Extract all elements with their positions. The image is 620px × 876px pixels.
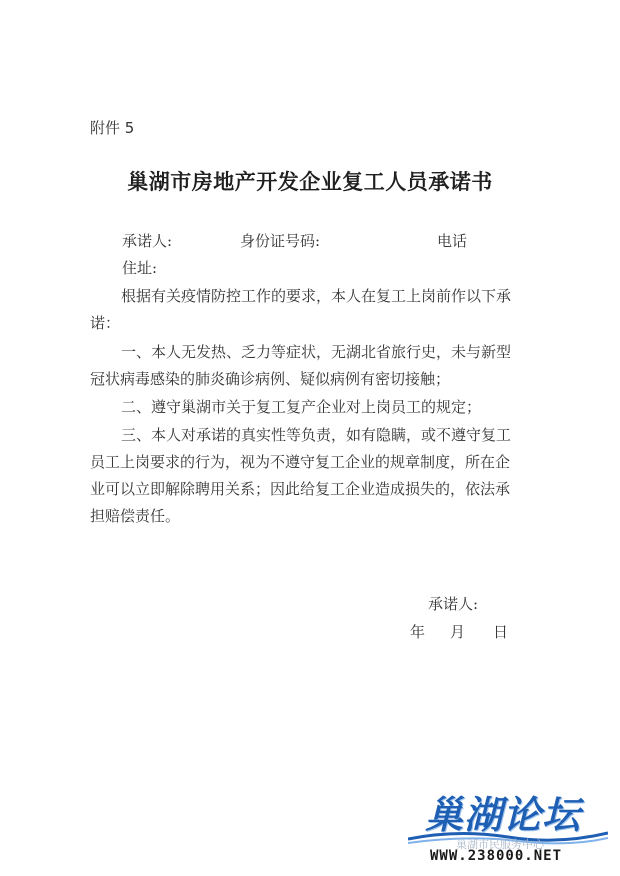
- item-3-line-2: 员工上岗要求的行为，视为不遵守复工企业的规章制度，所在企: [90, 453, 511, 471]
- item-3-paragraph: [90, 422, 530, 530]
- item-3-line-4: 担赔偿责任。: [90, 507, 181, 525]
- item-1-paragraph: [90, 339, 530, 393]
- signature-day: 日: [493, 623, 509, 641]
- phone-field-label: 电话: [437, 232, 468, 250]
- watermark-url: WWW.238000.NET: [430, 848, 563, 864]
- item-3-line-3: 业可以立即解除聘用关系；因此给复工企业造成损失的，依法承: [90, 480, 511, 498]
- item-2-paragraph: [90, 394, 530, 421]
- intro-paragraph: [90, 283, 530, 337]
- item-2-line-1: 二、遵守巢湖市关于复工复产企业对上岗员工的规定；: [121, 398, 482, 416]
- watermark-subtitle: 巢湖市民服务中心: [456, 838, 544, 851]
- intro-line-2: 诺：: [90, 314, 121, 332]
- address-field-label: 住址:: [122, 259, 158, 277]
- signature-year: 年: [410, 623, 426, 641]
- document-title: 巢湖市房地产开发企业复工人员承诺书: [127, 169, 493, 194]
- intro-line-1: 根据有关疫情防控工作的要求，本人在复工上岗前作以下承: [121, 287, 512, 305]
- signature-month: 月: [450, 623, 466, 641]
- promiser-field-label: 承诺人:: [122, 232, 173, 250]
- item-1-line-1: 一、本人无发热、乏力等症状，无湖北省旅行史，未与新型: [121, 343, 512, 361]
- id-number-field-label: 身份证号码:: [240, 232, 321, 250]
- item-1-line-2: 冠状病毒感染的肺炎确诊病例、疑似病例有密切接触；: [90, 370, 451, 388]
- item-3-line-1: 三、本人对承诺的真实性等负责，如有隐瞒，或不遵守复工: [121, 426, 512, 444]
- signature-promiser-label: 承诺人:: [428, 595, 479, 613]
- watermark-logo: 巢湖论坛: [425, 793, 582, 837]
- attachment-label: 附件 5: [90, 119, 135, 137]
